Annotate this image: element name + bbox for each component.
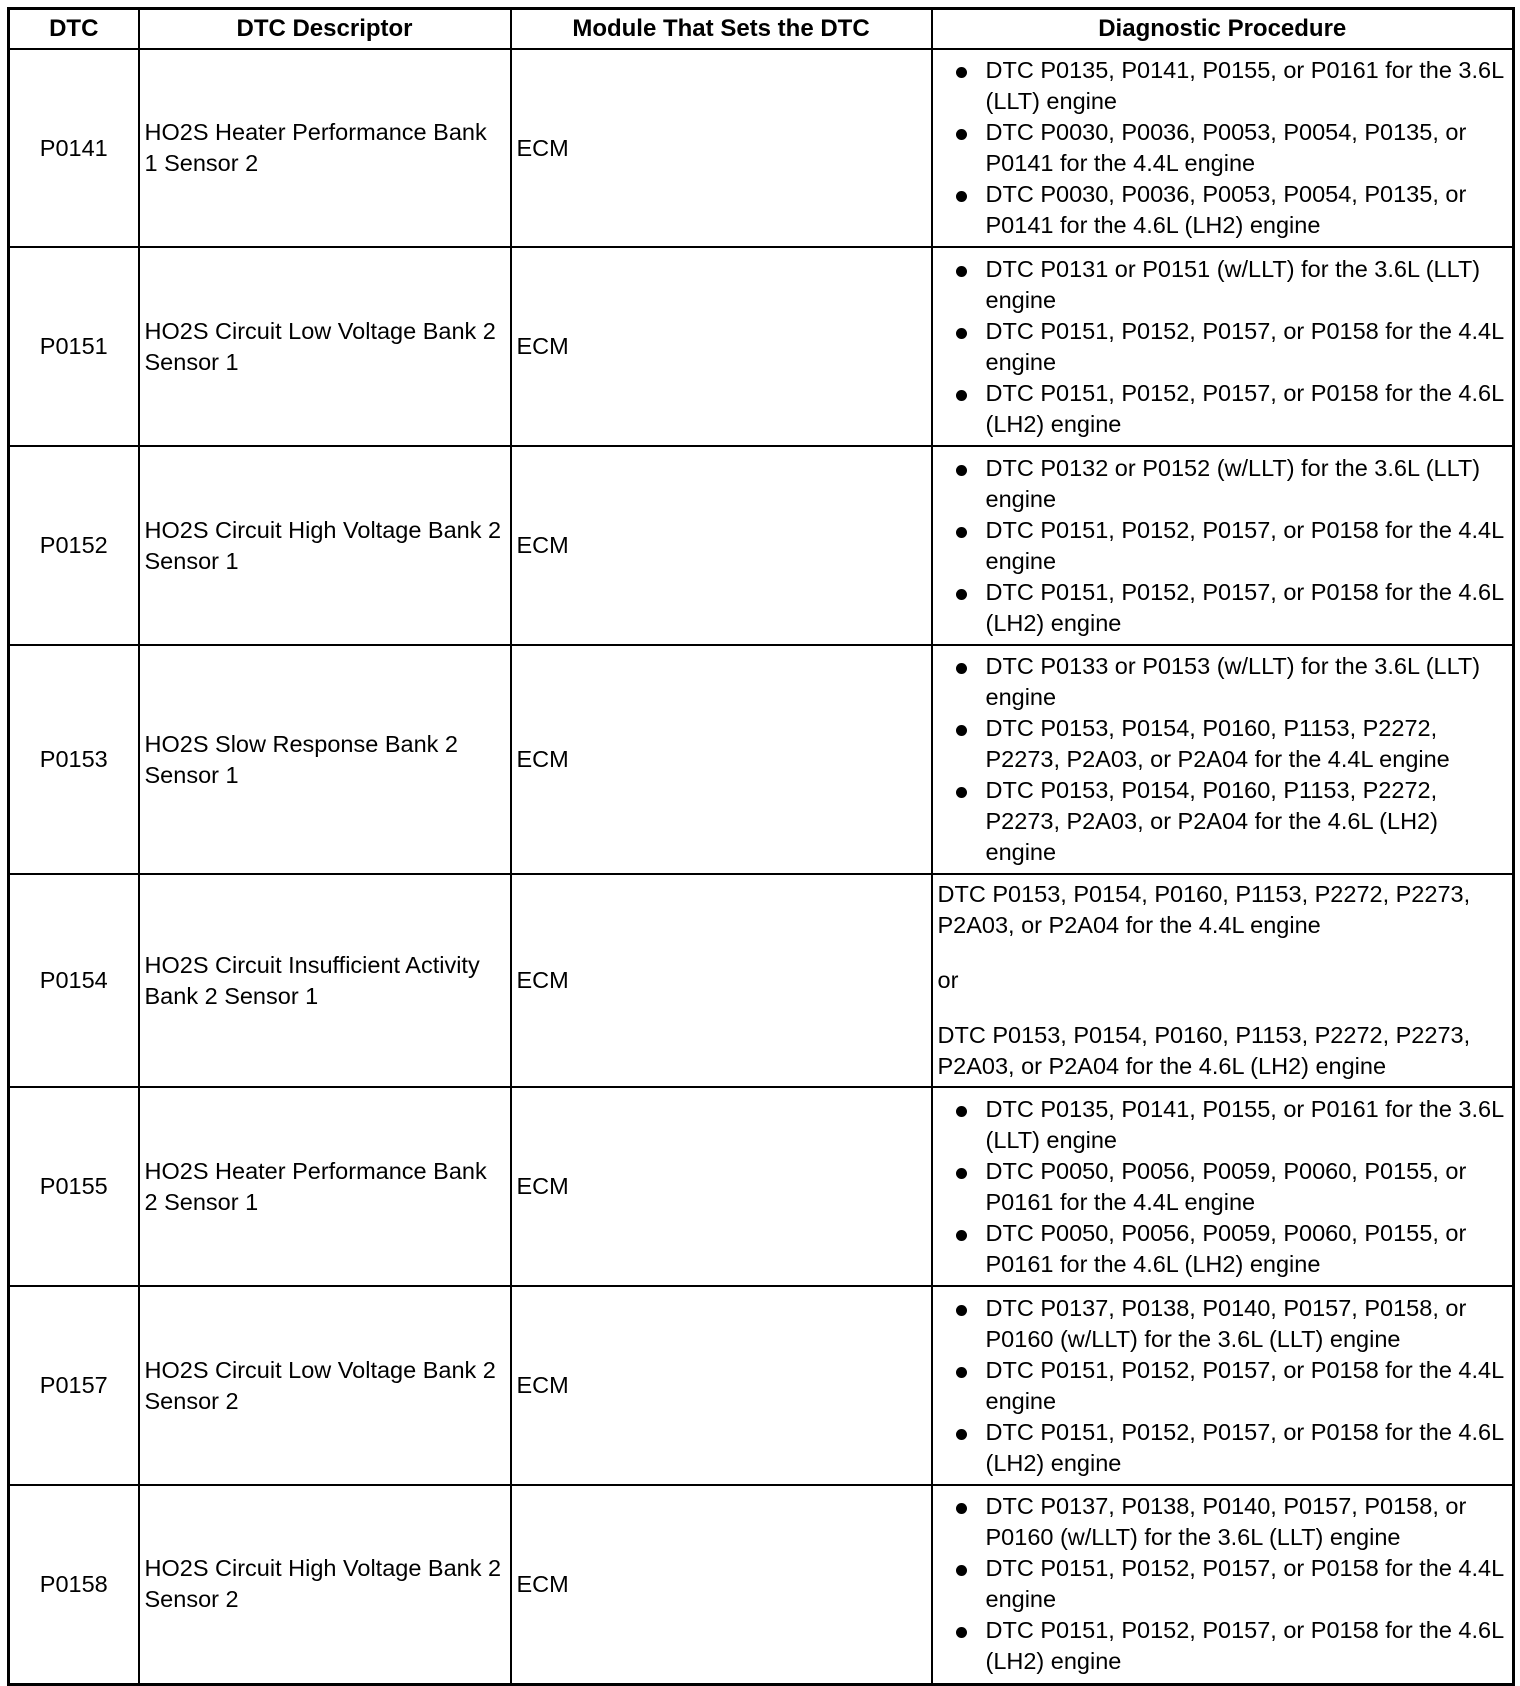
procedure-item: DTC P0151, P0152, P0157, or P0158 for the 4.6L (LH2) engine [938,1417,1508,1479]
module-name: ECM [511,645,932,874]
procedure-item: DTC P0131 or P0151 (w/LLT) for the 3.6L (LLT) engine [938,254,1508,316]
dtc-descriptor: HO2S Circuit High Voltage Bank 2 Sensor 1 [139,446,511,645]
procedure-item: DTC P0153, P0154, P0160, P1153, P2272, P2273, P2A03, or P2A04 for the 4.6L (LH2) engine [938,775,1508,868]
procedure-paragraph: DTC P0153, P0154, P0160, P1153, P2272, P2273, P2A03, or P2A04 for the 4.6L (LH2) engine [937,1022,1471,1079]
table-row [9,874,1514,1087]
diagnostic-procedure [932,1087,1514,1286]
header-dtc: DTC [9,9,139,50]
dtc-descriptor: HO2S Heater Performance Bank 2 Sensor 1 [139,1087,511,1286]
module-name: ECM [511,247,932,446]
module-name: ECM [511,874,932,1087]
diagnostic-procedure [932,1485,1514,1684]
header-module: Module That Sets the DTC [511,9,932,50]
diagnostic-procedure [932,446,1514,645]
module-name: ECM [511,1286,932,1485]
procedure-item: DTC P0137, P0138, P0140, P0157, P0158, or P0160 (w/LLT) for the 3.6L (LLT) engine [938,1293,1508,1355]
dtc-code: P0154 [9,874,139,1087]
procedure-item: DTC P0151, P0152, P0157, or P0158 for the 4.6L (LH2) engine [938,577,1508,639]
procedure-item: DTC P0151, P0152, P0157, or P0158 for the 4.4L engine [938,1355,1508,1417]
dtc-code: P0151 [9,247,139,446]
diagnostic-procedure [932,1286,1514,1485]
header-dtc-descriptor: DTC Descriptor [139,9,511,50]
dtc-code: P0153 [9,645,139,874]
dtc-descriptor: HO2S Heater Performance Bank 1 Sensor 2 [139,49,511,247]
procedure-item: DTC P0151, P0152, P0157, or P0158 for the 4.6L (LH2) engine [938,1615,1508,1677]
module-name: ECM [511,1485,932,1684]
dtc-code: P0157 [9,1286,139,1485]
procedure-item: DTC P0151, P0152, P0157, or P0158 for the 4.4L engine [938,316,1508,378]
procedure-item: DTC P0030, P0036, P0053, P0054, P0135, or P0141 for the 4.4L engine [938,117,1508,179]
procedure-item: DTC P0151, P0152, P0157, or P0158 for the 4.4L engine [938,1553,1508,1615]
dtc-code: P0152 [9,446,139,645]
dtc-descriptor: HO2S Circuit High Voltage Bank 2 Sensor 2 [139,1485,511,1684]
dtc-descriptor: HO2S Circuit Insufficient Activity Bank 2 Sensor 1 [139,874,511,1087]
module-name: ECM [511,49,932,247]
diagnostic-procedure [932,874,1514,1087]
module-name: ECM [511,446,932,645]
dtc-code: P0141 [9,49,139,247]
table-row [9,1485,1514,1684]
procedure-item: DTC P0151, P0152, P0157, or P0158 for the 4.6L (LH2) engine [938,378,1508,440]
diagnostic-procedure [932,49,1514,247]
procedure-item: DTC P0030, P0036, P0053, P0054, P0135, or P0141 for the 4.6L (LH2) engine [938,179,1508,241]
procedure-item: DTC P0133 or P0153 (w/LLT) for the 3.6L (LLT) engine [938,651,1508,713]
table-row [9,247,1514,446]
table-row [9,1087,1514,1286]
dtc-table [7,7,1515,1686]
procedure-item: DTC P0050, P0056, P0059, P0060, P0155, or P0161 for the 4.6L (LH2) engine [938,1218,1508,1280]
procedure-item: DTC P0135, P0141, P0155, or P0161 for the 3.6L (LLT) engine [938,1094,1508,1156]
dtc-descriptor: HO2S Circuit Low Voltage Bank 2 Sensor 2 [139,1286,511,1485]
module-name: ECM [511,1087,932,1286]
procedure-item: DTC P0135, P0141, P0155, or P0161 for the 3.6L (LLT) engine [938,55,1508,117]
dtc-code: P0158 [9,1485,139,1684]
table-row [9,446,1514,645]
table-row [9,645,1514,874]
header-row [9,9,1514,50]
table-row [9,1286,1514,1485]
dtc-descriptor: HO2S Circuit Low Voltage Bank 2 Sensor 1 [139,247,511,446]
header-diagnostic-procedure: Diagnostic Procedure [932,9,1514,50]
procedure-item: DTC P0137, P0138, P0140, P0157, P0158, or P0160 (w/LLT) for the 3.6L (LLT) engine [938,1491,1508,1553]
procedure-paragraph: DTC P0153, P0154, P0160, P1153, P2272, P2273, P2A03, or P2A04 for the 4.4L engine [937,881,1471,938]
procedure-or: or [937,967,959,993]
dtc-code: P0155 [9,1087,139,1286]
diagnostic-procedure [932,247,1514,446]
dtc-descriptor: HO2S Slow Response Bank 2 Sensor 1 [139,645,511,874]
diagnostic-procedure [932,645,1514,874]
procedure-item: DTC P0153, P0154, P0160, P1153, P2272, P2273, P2A03, or P2A04 for the 4.4L engine [938,713,1508,775]
table-row [9,49,1514,247]
procedure-item: DTC P0132 or P0152 (w/LLT) for the 3.6L (LLT) engine [938,453,1508,515]
procedure-item: DTC P0151, P0152, P0157, or P0158 for the 4.4L engine [938,515,1508,577]
procedure-item: DTC P0050, P0056, P0059, P0060, P0155, or P0161 for the 4.4L engine [938,1156,1508,1218]
